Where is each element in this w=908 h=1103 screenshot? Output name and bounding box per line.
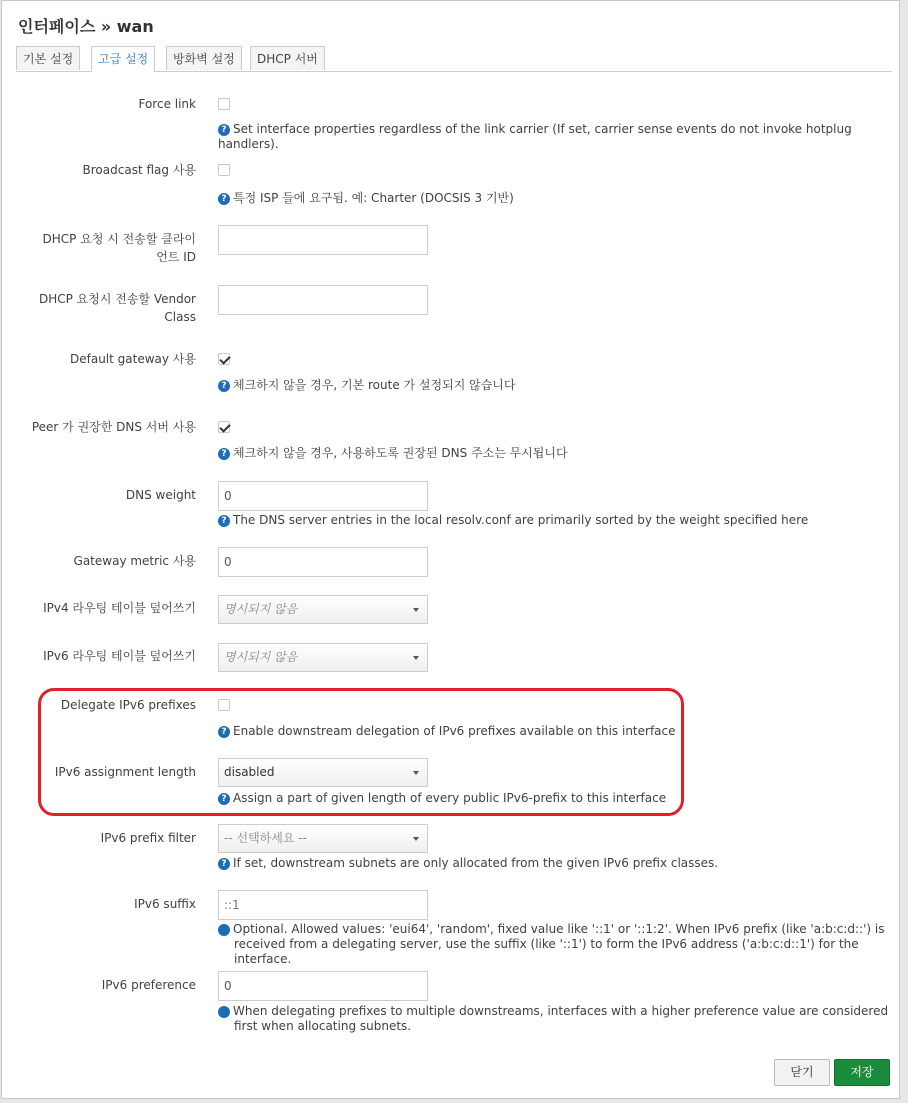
ipv4-table-select[interactable]: 명시되지 않음 xyxy=(218,595,428,624)
vendor-class-input[interactable] xyxy=(218,285,428,315)
dns-weight-help: ? The DNS server entries in the local resolv.conf are primarily sorted by the weight specified here xyxy=(218,513,888,528)
highlight-annotation xyxy=(38,688,684,816)
suffix-input[interactable]: ::1 xyxy=(218,890,428,920)
suffix-help: ? Optional. Allowed values: 'eui64', 'random', fixed value like '::1' or '::1:2'. When IPv6 prefix (like 'a:b:c:d::') is received from a delegating server, use the suffix (like '::1') to form the IPv6 address ('a:b:c:d::1') for the interface. xyxy=(213,922,885,966)
preference-help: ? When delegating prefixes to multiple downstreams, interfaces with a higher preference value are considered first when allocating subnets. xyxy=(213,1004,889,1033)
assign-length-label: IPv6 assignment length xyxy=(54,765,196,779)
force-link-label: Force link xyxy=(138,97,196,111)
tab-bar xyxy=(16,46,892,72)
tab-dhcp[interactable]: DHCP 서버 xyxy=(250,46,325,70)
prefix-filter-select[interactable]: -- 선택하세요 -- xyxy=(218,824,428,853)
dialog-title: 인터페이스 » wan xyxy=(18,17,154,36)
interface-dialog xyxy=(1,0,900,1099)
prefix-filter-help: ? If set, downstream subnets are only allocated from the given IPv6 prefix classes. xyxy=(218,856,888,871)
preference-label: IPv6 preference xyxy=(101,978,196,992)
delegate-label: Delegate IPv6 prefixes xyxy=(60,698,196,712)
question-circle-icon: ? xyxy=(218,515,230,527)
assign-length-help: ? Assign a part of given length of every public IPv6-prefix to this interface xyxy=(218,791,888,806)
question-circle-icon: ? xyxy=(218,124,230,136)
question-circle-icon: ? xyxy=(218,858,230,870)
dns-weight-label: DNS weight xyxy=(125,488,196,502)
suffix-label: IPv6 suffix xyxy=(134,897,196,911)
caret-down-icon xyxy=(413,837,419,841)
question-circle-icon: ? xyxy=(218,448,230,460)
force-link-help: ? Set interface properties regardless of the link carrier (If set, carrier sense events do not invoke hotplug handlers). xyxy=(218,122,852,151)
prefix-filter-label: IPv6 prefix filter xyxy=(100,831,196,845)
client-id-label: DHCP 요청 시 전송할 클라이 언트 ID xyxy=(42,232,196,264)
save-button[interactable]: 저장 xyxy=(834,1059,890,1086)
ipv4-table-label: IPv4 라우팅 테이블 덮어쓰기 xyxy=(43,601,196,615)
question-circle-icon: ? xyxy=(218,726,230,738)
peer-dns-checkbox[interactable] xyxy=(218,421,230,433)
question-circle-icon: ? xyxy=(218,1006,230,1018)
close-button[interactable]: 닫기 xyxy=(774,1059,830,1086)
preference-input[interactable]: 0 xyxy=(218,971,428,1001)
caret-down-icon xyxy=(413,608,419,612)
delegate-help: ? Enable downstream delegation of IPv6 prefixes available on this interface xyxy=(218,724,888,739)
question-circle-icon: ? xyxy=(218,793,230,805)
gateway-metric-label: Gateway metric 사용 xyxy=(73,554,196,568)
tab-advanced[interactable]: 고급 설정 xyxy=(91,46,155,72)
client-id-input[interactable] xyxy=(218,225,428,255)
gateway-metric-input[interactable]: 0 xyxy=(218,547,428,577)
default-gateway-label: Default gateway 사용 xyxy=(70,352,196,366)
peer-dns-help: ? 체크하지 않을 경우, 사용하도록 권장된 DNS 주소는 무시됩니다 xyxy=(218,446,888,461)
default-gateway-checkbox[interactable] xyxy=(218,353,230,365)
force-link-checkbox[interactable] xyxy=(218,98,230,110)
question-circle-icon: ? xyxy=(218,193,230,205)
default-gateway-help: ? 체크하지 않을 경우, 기본 route 가 설정되지 않습니다 xyxy=(218,378,888,393)
broadcast-flag-label: Broadcast flag 사용 xyxy=(82,163,196,177)
dns-weight-input[interactable]: 0 xyxy=(218,481,428,511)
question-circle-icon: ? xyxy=(218,924,230,936)
tab-firewall[interactable]: 방화벽 설정 xyxy=(166,46,242,70)
broadcast-flag-help: ? 특정 ISP 들에 요구됨. 예: Charter (DOCSIS 3 기반) xyxy=(218,191,888,206)
peer-dns-label: Peer 가 권장한 DNS 서버 사용 xyxy=(31,420,196,434)
broadcast-flag-checkbox[interactable] xyxy=(218,164,230,176)
assign-length-select[interactable]: disabled xyxy=(218,758,428,787)
vendor-class-label: DHCP 요청시 전송할 Vendor Class xyxy=(38,292,196,324)
ipv6-table-label: IPv6 라우팅 테이블 덮어쓰기 xyxy=(43,649,196,663)
tab-general[interactable]: 기본 설정 xyxy=(16,46,80,70)
caret-down-icon xyxy=(413,656,419,660)
ipv6-table-select[interactable]: 명시되지 않음 xyxy=(218,643,428,672)
question-circle-icon: ? xyxy=(218,380,230,392)
